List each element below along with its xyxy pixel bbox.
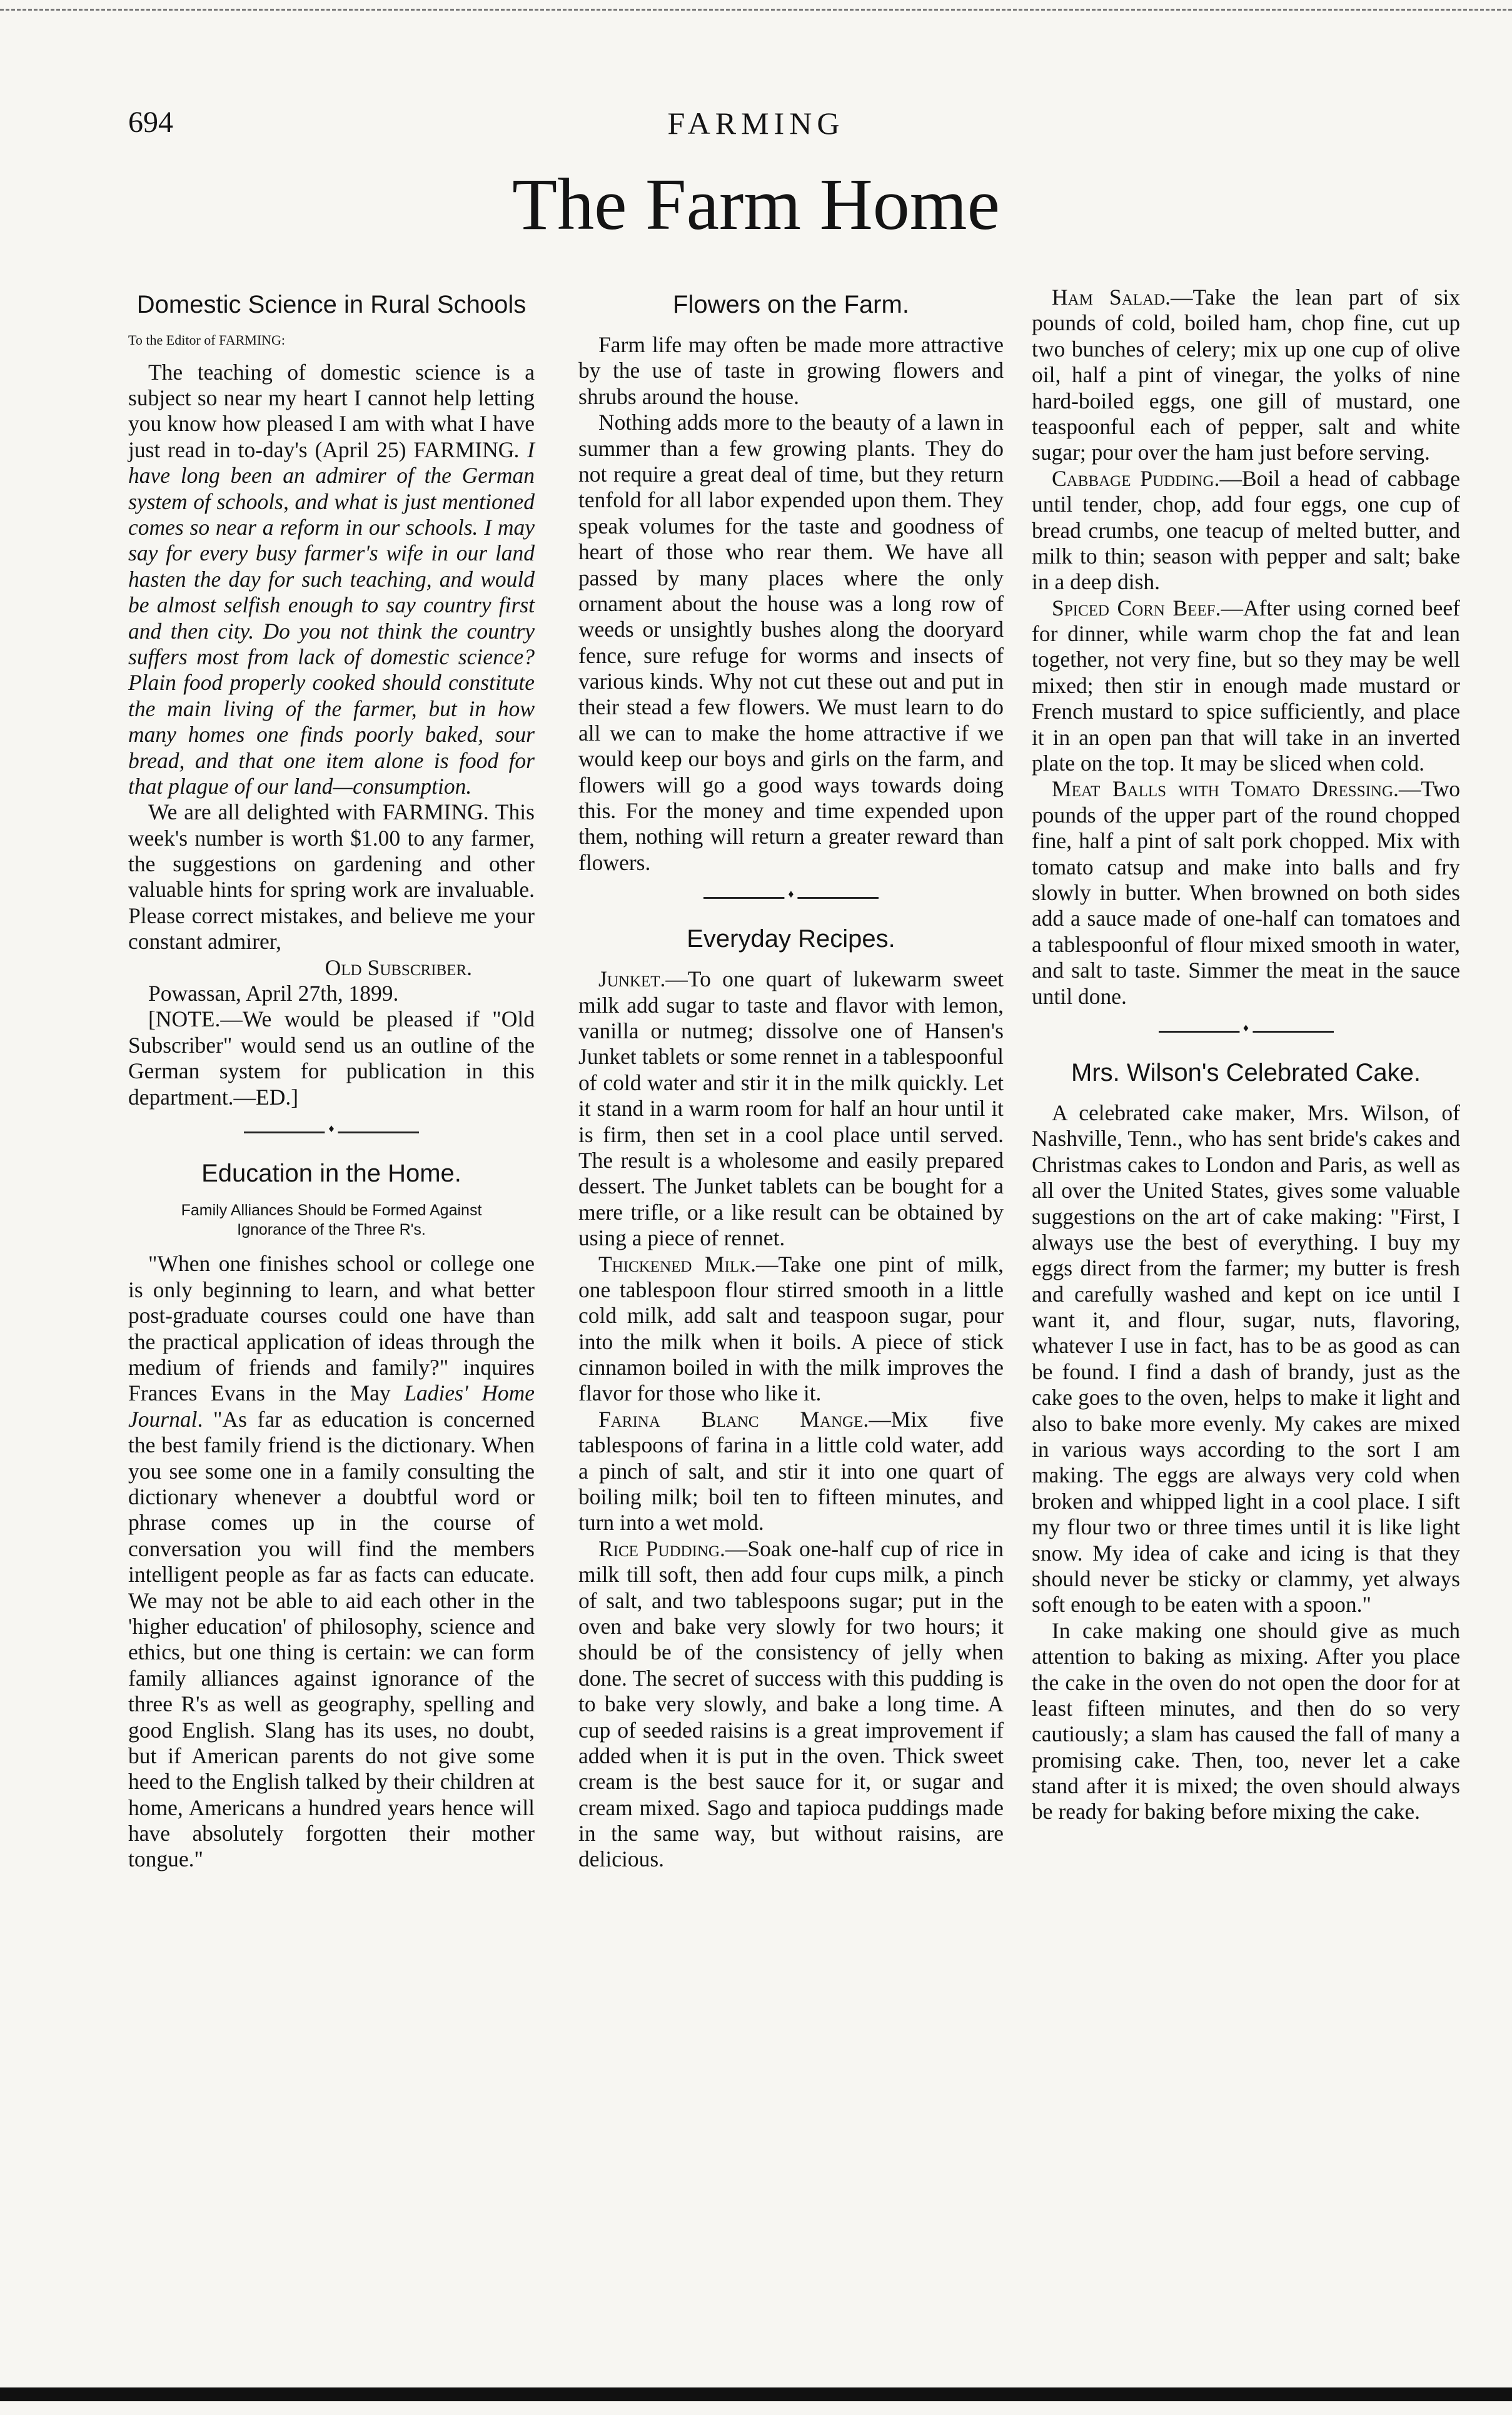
article-paragraph: We are all delighted with FARMING. This week's number is worth $1.00 to any farmer, the suggestions on gardening and other valuable hints for spring work are invaluable. Please correct mistakes, and believe me your constant admirer,	[128, 799, 535, 954]
column-middle	[578, 285, 1004, 1873]
recipe-spiced-corn-beef: Spiced Corn Beef.—After using corned beef for dinner, while warm chop the fat and lean together, not very fine, but so they may be well mixed; then stir in enough made mustard or French mustard to spice sufficiently, and place it in an open pan that will take in an inverted plate on the top. It may be sliced when cold.	[1032, 595, 1461, 776]
recipe-thickened-milk: Thickened Milk.—Take one pint of milk, one tablespoon flour stirred smooth in a little cold milk, add salt and teaspoon sugar, pour into the milk when it boils. A piece of stick cinnamon boiled in with the milk improves the flavor for those who like it.	[578, 1251, 1004, 1406]
editor-note: [NOTE.—We would be pleased if "Old Subscriber" would send us an outline of the German system for publication in this department.—ED.]	[128, 1006, 535, 1110]
recipe-ham-salad: Ham Salad.—Take the lean part of six pounds of cold, boiled ham, chop fine, cut up two bunches of celery; mix up one cup of olive oil, half a pint of vinegar, the yolks of nine hard-boiled eggs, one gill of mustard, one teaspoonful each of pepper, salt and white sugar; pour over the ham just before serving.	[1032, 285, 1460, 465]
article-paragraph: Farm life may often be made more attractive by the use of taste in growing flowers and shrubs around the house.	[578, 332, 1004, 409]
article-title-recipes: Everyday Recipes.	[687, 925, 895, 953]
section-title: The Farm Home	[512, 163, 1000, 245]
article-paragraph: In cake making one should give as much attention to baking as mixing. After you place the cake in the oven do not open the door for at least fifteen minutes, and then do so very cautiously; a slam has caused the fall of many a promising cake. Then, too, never let a cake stand after it is mixed; the oven should always be ready for baking before mixing the cake.	[1032, 1618, 1460, 1825]
top-scan-rule	[0, 0, 1512, 11]
article-paragraph: "When one finishes school or college one is only beginning to learn, and what better post-graduate courses could one have than the practical application of ideas through the medium of friends and family?" inquires Frances Evans in the May Ladies' Home Journal. "As far as education is concerned the best family friend is the dictionary. When you see some one in a family consulting the dictionary whenever a doubtful word or phrase comes up in the course of conversation you will find the members intelligent people as far as facts can educate. We may not be able to aid each other in the 'higher education' of philosophy, science and ethics, but one thing is certain: we can form family alliances against ignorance of the three R's as well as geography, spelling and good English. Slang has its uses, no doubt, but if American parents do not give some heed to the English talked by their children at home, Americans a hundred years hence will have absolutely forgotten their mother tongue."	[128, 1251, 535, 1872]
article-title-flowers: Flowers on the Farm.	[673, 291, 909, 318]
article-title-domestic-science: Domestic Science in Rural Schools	[136, 291, 527, 318]
article-paragraph: The teaching of domestic science is a subject so near my heart I cannot help letting you know how pleased I am with what I have just read in to-day's (April 25) FARMING. I have long been an admirer of the German system of schools, and what is just mentioned comes so near a reform in our schools. I may say for every busy farmer's wife in our land hasten the day for such teaching, and would be almost selfish enough to say country first and then city. Do you not think the country suffers most from lack of domestic science? Plain food properly cooked should constitute the main living of the farmer, but in how many homes one finds poorly baked, sour bread, and that one item alone is food for that plague of our land—consumption.	[128, 359, 535, 799]
recipe-cabbage-pudding: Cabbage Pudding.—Boil a head of cabbage until tender, chop, add four eggs, one cup of bread crumbs, one teacup of melted butter, and milk to thin; season with pepper and salt; bake in a deep dish.	[1032, 465, 1460, 595]
article-title-education: Education in the Home.	[201, 1159, 461, 1187]
letter-dateline: Powassan, April 27th, 1899.	[148, 981, 399, 1006]
article-subtitle: Family Alliances Should be Formed Against Ignorance of the Three R's.	[181, 1201, 482, 1239]
journal-running-head: FARMING	[667, 106, 845, 141]
article-paragraph: Nothing adds more to the beauty of a lawn in summer than a few growing plants. They do not require a great deal of time, but they return tenfold for all labor expended upon them. They speak volumes for the taste and goodness of heart of those who rear them. We have all passed by many places where the only ornament about the house was a long row of weeds or unsightly bushes along the dooryard fence, sure refuge for worms and insects of various kinds. Why not cut these out and put in their stead a few flowers. We must learn to do all we can to make the home attractive if we would keep our boys and girls on the farm, and flowers will go a good ways towards doing this. For the money and time expended upon them, nothing will return a greater reward than flowers.	[578, 410, 1004, 875]
recipe-meat-balls: Meat Balls with Tomato Dressing.—Two pounds of the upper part of the round chopped fine, half a pint of salt pork chopped. Mix with tomato catsup and make into balls and fry slowly in butter. When browned on both sides add a sauce made of one-half can tomatoes and a tablespoonful of flour mixed smooth in water, and salt to taste. Simmer the meat in the sauce until done.	[1032, 776, 1460, 1009]
ornamental-divider	[703, 897, 879, 899]
column-right	[1032, 285, 1460, 1825]
article-paragraph: A celebrated cake maker, Mrs. Wilson, of Nashville, Tenn., who has sent bride's cakes and Christmas cakes to London and Paris, as well as all over the United States, gives some valuable suggestions on the art of cake making: "First, I always use the best of everything. I buy my eggs direct from the farmer; my butter is fresh and carefully washed and kept on ice until I want it, and flour, sugar, nuts, flavoring, whatever I use in fact, has to be as good as can be found. I find a dash of brandy, just as the cake goes to the oven, helps to make it light and also to bake more evenly. My cakes are mixed in various ways according to the sort I am making. The eggs are always very cold when broken and whipped light in a cool place. I sift my flour two or three times until it is like light snow. My idea of cake and icing is that they should never be sticky or clammy, yet always soft enough to be eaten with a spoon."	[1032, 1100, 1460, 1618]
article-byline: To the Editor of FARMING:	[128, 332, 286, 348]
bottom-scan-rule	[0, 2387, 1512, 2401]
letter-signature: Old Subscriber.	[325, 954, 472, 980]
recipe-junket: Junket.—To one quart of lukewarm sweet milk add sugar to taste and flavor with lemon, vanilla or nutmeg; dissolve one of Hansen's Junket tablets or some rennet in a tablespoonful of cold water and stir it in the milk quickly. Let it stand in a warm room for half an hour until it is firm, then set in a cool place until served. The result is a wholesome and easily prepared dessert. The Junket tablets can be bought for a mere trifle, or a like result can be obtained by using a piece of rennet.	[578, 966, 1004, 1251]
ornamental-divider	[1159, 1031, 1334, 1033]
column-left	[128, 285, 535, 1873]
article-title-cake: Mrs. Wilson's Celebrated Cake.	[1071, 1058, 1421, 1086]
page-number: 694	[128, 106, 173, 139]
recipe-rice-pudding: Rice Pudding.—Soak one-half cup of rice in milk till soft, then add four cups milk, a pinch of salt, and two tablespoons sugar; put in the oven and bake very slowly for two hours; it should be of the consistency of jelly when done. The secret of success with this pudding is to bake very slowly, and bake a long time. A cup of seeded raisins is a great improvement if added when it is put in the oven. Thick sweet cream is the best sauce for it, or sugar and cream mixed. Sago and tapioca puddings made in the same way, but without raisins, are delicious.	[578, 1536, 1004, 1872]
recipe-farina: Farina Blanc Mange.—Mix five tablespoons of farina in a little cold water, add a pinch of salt, and stir it into one quart of boiling milk; boil ten to fifteen minutes, and turn into a wet mold.	[578, 1406, 1004, 1536]
ornamental-divider	[244, 1132, 419, 1133]
